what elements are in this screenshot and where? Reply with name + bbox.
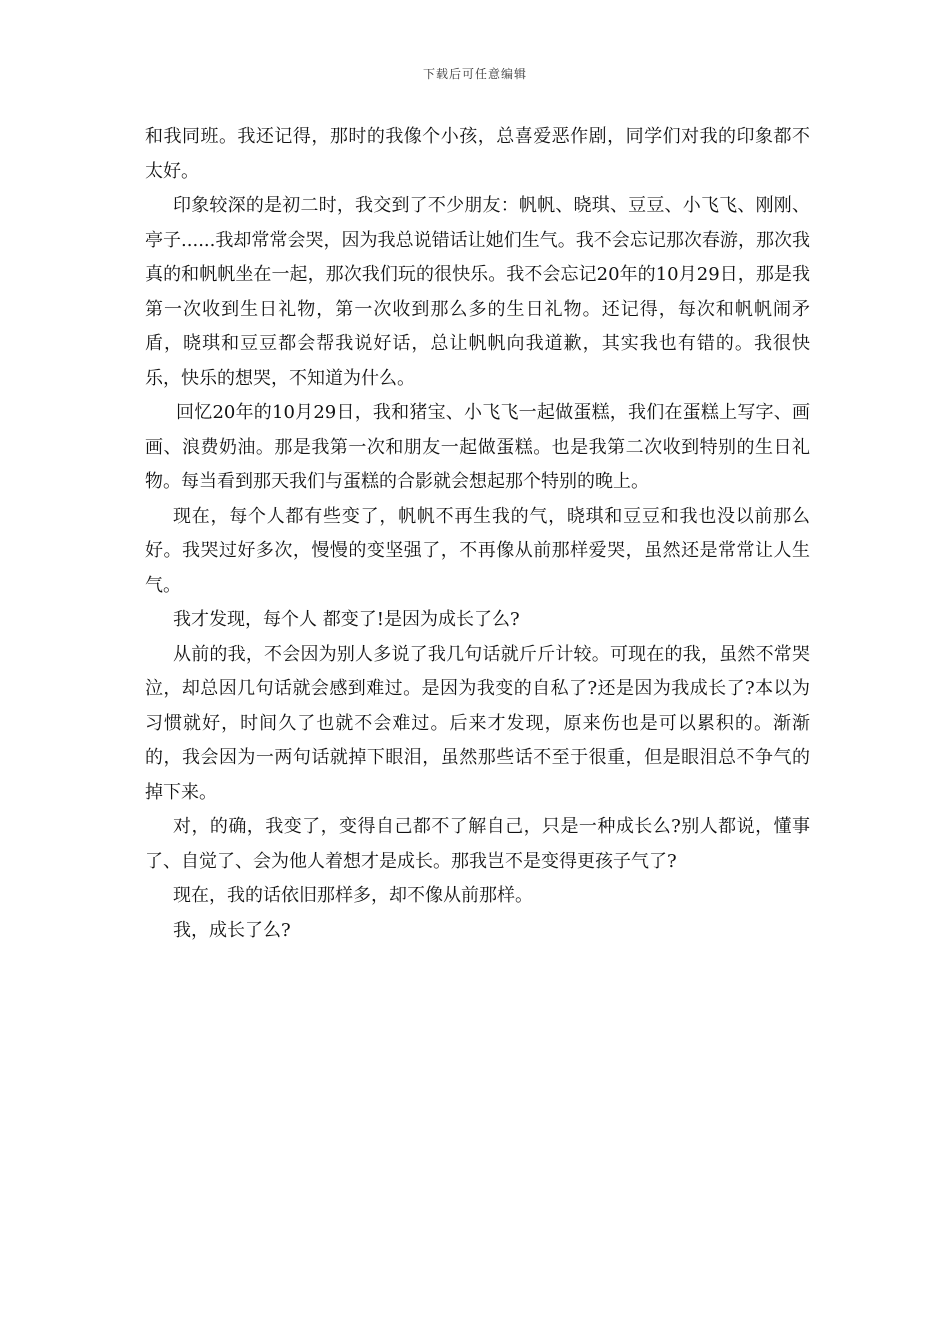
paragraph-9: 我，成长了么? (173, 919, 291, 941)
paragraph-3: 回忆20年的10月29日，我和猪宝、小飞飞一起做蛋糕，我们在蛋糕上写字、画画、浪费奶油。那是我第一次和朋友一起做蛋糕。也是我第二次收到特别的生日礼物。每当看到那天我们与蛋糕的合影就会想起那个特别的晚上。 (145, 402, 810, 492)
paragraph-2: 印象较深的是初二时，我交到了不少朋友：帆帆、晓琪、豆豆、小飞飞、刚刚、亭子......我却常常会哭，因为我总说错话让她们生气。我不会忘记那次春游，那次我真的和帆帆坐在一起，那次我们玩的很快乐。我不会忘记20年的10月29日，那是我第一次收到生日礼物，第一次收到那么多的生日礼物。还记得，每次和帆帆闹矛盾，晓琪和豆豆都会帮我说好话，总让帆帆向我道歉，其实我也有错的。我很快乐，快乐的想哭，不知道为什么。 (145, 195, 810, 389)
paragraph-6: 从前的我，不会因为别人多说了我几句话就斤斤计较。可现在的我，虽然不常哭泣，却总因几句话就会感到难过。是因为我变的自私了?还是因为我成长了?本以为习惯就好，时间久了也就不会难过。后来才发现，原来伤也是可以累积的。渐渐的，我会因为一两句话就掉下眼泪，虽然那些话不至于很重，但是眼泪总不争气的掉下来。 (145, 643, 810, 803)
paragraph-4: 现在，每个人都有些变了，帆帆不再生我的气，晓琪和豆豆和我也没以前那么好。我哭过好多次，慢慢的变坚强了，不再像从前那样爱哭，虽然还是常常让人生气。 (145, 505, 810, 596)
paragraph-8: 现在，我的话依旧那样多，却不像从前那样。 (173, 885, 533, 906)
paragraph-5: 我才发现，每个人 都变了!是因为成长了么? (173, 609, 520, 630)
document-body (145, 120, 810, 948)
page-header: 下载后可任意编辑 (422, 67, 527, 81)
paragraph-1: 和我同班。我还记得，那时的我像个小孩，总喜爱恶作剧，同学们对我的印象都不太好。 (145, 126, 810, 182)
paragraph-7: 对，的确，我变了，变得自己都不了解自己，只是一种成长么?别人都说，懂事了、自觉了、会为他人着想才是成长。那我岂不是变得更孩子气了? (145, 816, 810, 872)
